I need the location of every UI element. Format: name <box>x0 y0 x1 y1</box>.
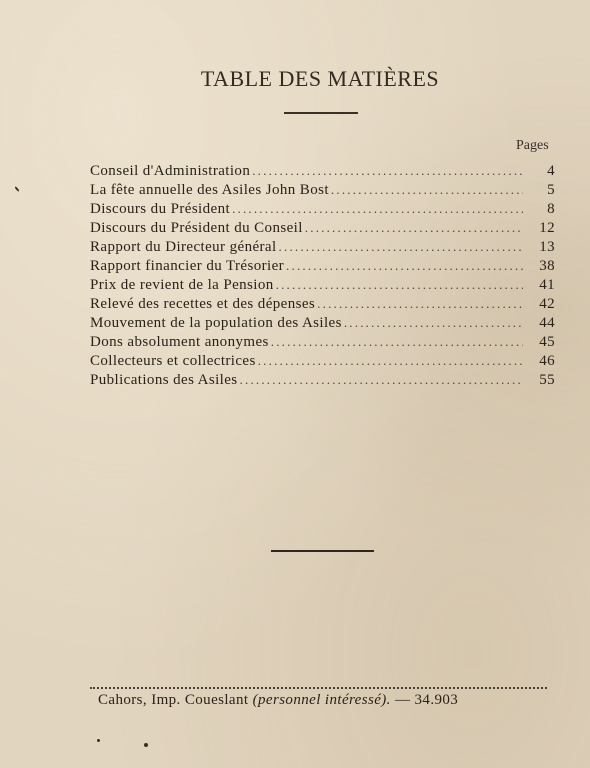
toc-entry-page: 42 <box>539 296 555 312</box>
toc-entry-page: 4 <box>547 163 555 179</box>
toc-entry <box>90 296 555 315</box>
dot-leader <box>276 277 523 293</box>
toc-entry-page: 44 <box>539 315 555 331</box>
toc-entry-title: Discours du Président du Conseil <box>90 220 303 236</box>
printer-imprint <box>98 692 458 709</box>
toc-entry-page: 8 <box>547 201 555 217</box>
dot-leader <box>344 315 523 331</box>
toc-entry-page: 13 <box>539 239 555 255</box>
toc-entry <box>90 315 555 334</box>
ink-speck <box>14 186 19 192</box>
toc-entry <box>90 201 555 220</box>
dot-leader <box>317 296 523 312</box>
footer-dotted-rule <box>90 687 547 689</box>
toc-entry-title: Relevé des recettes et des dépenses <box>90 296 316 312</box>
title-underline <box>284 112 358 114</box>
pages-column-label: Pages <box>516 138 549 153</box>
toc-entry-page: 55 <box>539 372 555 388</box>
toc-entry <box>90 220 555 239</box>
toc-entry-page: 12 <box>539 220 555 236</box>
ink-speck <box>97 739 100 742</box>
dot-leader <box>271 334 523 350</box>
toc-entry <box>90 353 555 372</box>
print-number: — 34.903 <box>394 692 459 708</box>
toc-entry-title: Rapport du Directeur général <box>90 239 277 255</box>
dot-leader <box>240 372 523 388</box>
toc-entry <box>90 163 555 182</box>
toc-entry-title: Rapport financier du Trésorier <box>90 258 285 274</box>
toc-entry <box>90 277 555 296</box>
toc-entry-title: Dons absolument anonymes <box>90 334 269 350</box>
toc-entry-title: La fête annuelle des Asiles John Bost <box>90 182 329 198</box>
toc-entry-page: 41 <box>539 277 555 293</box>
ink-speck <box>144 743 148 747</box>
printer-note: (personnel intéressé). <box>252 692 391 708</box>
toc-entry-title: Discours du Président <box>90 201 231 217</box>
toc-entry <box>90 372 555 391</box>
toc-entry <box>90 334 555 353</box>
toc-entry <box>90 239 555 258</box>
dot-leader <box>286 258 523 274</box>
toc-entry-title: Prix de revient de la Pension <box>90 277 274 293</box>
section-divider <box>271 550 374 552</box>
toc-entry-title: Conseil d'Administration <box>90 163 251 179</box>
toc-entry <box>90 182 555 201</box>
toc-entry-page: 38 <box>539 258 555 274</box>
dot-leader <box>252 163 523 179</box>
toc-entry-title: Mouvement de la population des Asiles <box>90 315 342 331</box>
toc-entry-page: 46 <box>539 353 555 369</box>
dot-leader <box>258 353 523 369</box>
toc-entry-page: 5 <box>547 182 555 198</box>
toc-entry-title: Collecteurs et collectrices <box>90 353 256 369</box>
toc-entry-title: Publications des Asiles <box>90 372 238 388</box>
table-of-contents <box>90 163 555 391</box>
toc-entry-page: 45 <box>539 334 555 350</box>
printer-name: Cahors, Imp. Coueslant <box>98 692 249 708</box>
dot-leader <box>232 201 523 217</box>
dot-leader <box>331 182 523 198</box>
toc-entry <box>90 258 555 277</box>
dot-leader <box>279 239 523 255</box>
page-title: TABLE DES MATIÈRES <box>200 66 440 91</box>
dot-leader <box>305 220 523 236</box>
